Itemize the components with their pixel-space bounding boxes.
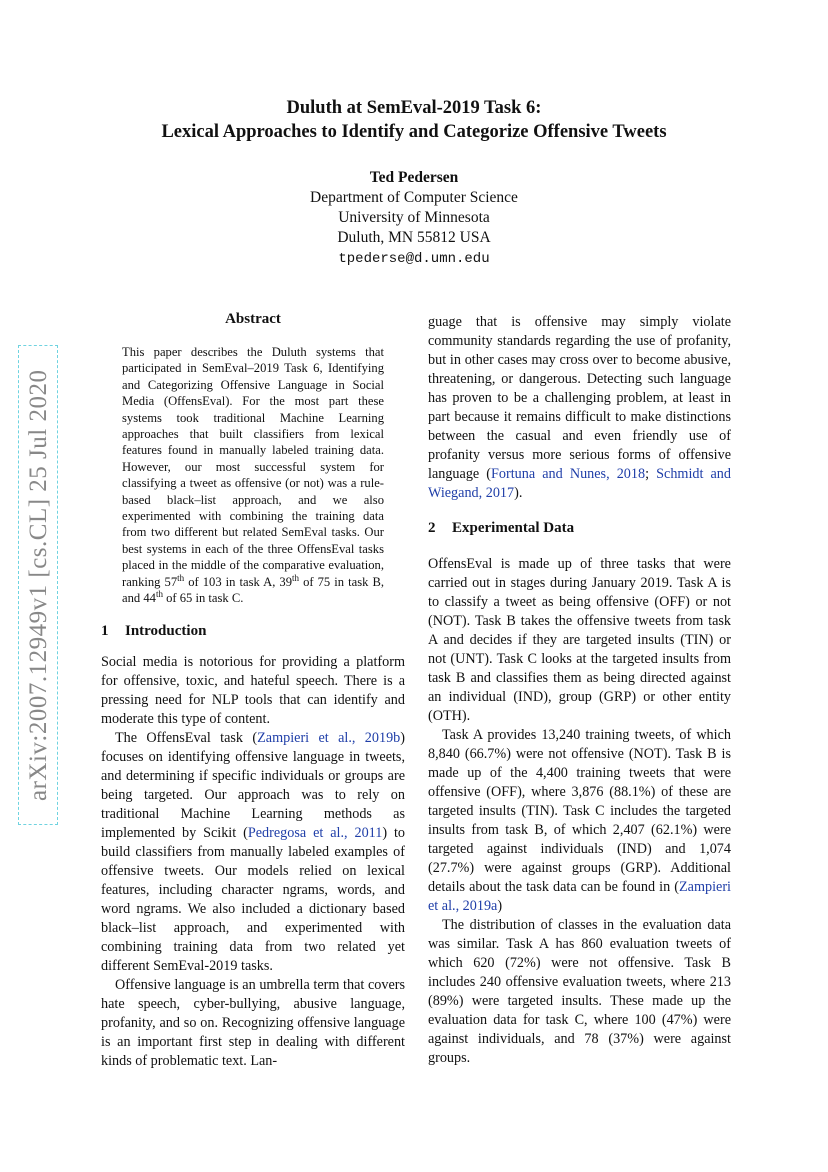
section-number: 1 bbox=[101, 623, 109, 639]
paragraph: Offensive language is an umbrella term that covers hate speech, cyber-bullying, abusive language, profanity, and so on. Recognizing offensive language is an important first step in dealing with different kinds of problematic text. Lan- bbox=[101, 977, 405, 1069]
author-email: tpederse@d.umn.edu bbox=[338, 251, 490, 267]
text-run: ; bbox=[645, 466, 657, 482]
citation-link[interactable]: Pedregosa et al., 2011 bbox=[247, 825, 383, 841]
abstract-body: of 65 in task C. bbox=[162, 591, 244, 606]
abstract-heading: Abstract bbox=[225, 311, 281, 327]
citation-link[interactable]: Schmidt and Wiegand, 2017 bbox=[428, 466, 731, 501]
abstract-body: This paper describes the Duluth systems that participated in SemEval–2019 Task 6, Identifying and Categorizing Offensive Language in Social Media (OffensEval). For the most part these systems took traditional Machine Learning approaches that built classifiers from lexical features found in manually labeled training data. However, our most successful system for classifying a tweet as offensive (or not) was a rule-based black–list approach, and we also experimented with combining the training data from two different but related SemEval tasks. Our best systems in each of the three OffensEval tasks placed in the middle of the comparative evaluation, ranking 57 bbox=[122, 345, 384, 589]
abstract-text bbox=[122, 344, 384, 607]
section-title: Introduction bbox=[125, 623, 207, 639]
citation-link[interactable]: Fortuna and Nunes, 2018 bbox=[491, 466, 646, 482]
citation-link[interactable]: Zampieri et al., 2019a bbox=[428, 879, 731, 914]
ordinal-suffix: th bbox=[155, 588, 163, 599]
title-line-2: Lexical Approaches to Identify and Categorize Offensive Tweets bbox=[161, 122, 667, 142]
text-run: ) bbox=[497, 898, 503, 914]
abstract-body: of 103 in task A, 39 bbox=[184, 574, 293, 589]
section-title: Experimental Data bbox=[452, 520, 575, 536]
text-run: ) to build classifiers from manually labeled examples of offensive tweets. Our models relied on lexical features, including character ngrams, words, and word ngrams. We also included a dictionary based black–list approach, and experimented with combining training data from two related yet different SemEval-2019 tasks. bbox=[101, 825, 406, 974]
author-department: Department of Computer Science bbox=[310, 189, 518, 206]
section-number: 2 bbox=[428, 520, 436, 536]
paragraph: The distribution of classes in the evaluation data was similar. Task A has 860 evaluation tweets of which 620 (72%) were not offensive. Task B includes 240 offensive evaluation tweets, where 213 (89%) were targeted insults. These made up the evaluation data for task C, where 100 (47%) were against individuals, and 78 (37%) were against groups. bbox=[428, 917, 731, 1066]
text-run: Task A provides 13,240 training tweets, of which 8,840 (66.7%) were not offensive (NOT). Task B is made up of the 4,400 training tweets that were offensive (OFF), where 3,876 (88.1%) of these are targeted insults (TIN). Task C includes the targeted insults from task B, of which 2,407 (62.1%) were targeted against individuals (IND) and 1,074 (27.7%) were against groups (GRP). Additional details about the task data can be found in ( bbox=[428, 727, 731, 895]
paragraph: Social media is notorious for providing a platform for offensive, toxic, and hateful speech. There is a pressing need for NLP tools that can identify and moderate this type of content. bbox=[101, 654, 405, 727]
text-run: The OffensEval task ( bbox=[115, 730, 258, 746]
text-run: ) focuses on identifying offensive language in tweets, and determining if specific individuals or groups are being targeted. Our approach was to rely on traditional Machine Learning methods as implemented by Scikit ( bbox=[101, 730, 405, 841]
citation-link[interactable]: Zampieri et al., 2019b bbox=[257, 730, 401, 746]
author-university: University of Minnesota bbox=[338, 209, 490, 226]
paragraph bbox=[428, 726, 731, 916]
paragraph bbox=[101, 729, 405, 976]
author-city: Duluth, MN 55812 USA bbox=[337, 229, 491, 246]
section-1-heading bbox=[101, 623, 206, 640]
paper-title bbox=[0, 96, 828, 144]
paragraph: OffensEval is made up of three tasks that were carried out in stages during January 2019. Task A is to classify a tweet as being offensive (OFF) or not (NOT). Task B takes the offensive tweets from task A and decides if they are targeted insults (TIN) or not (UNT). Task C looks at the targeted insults from task B and classifies them as being directed against an individual (IND), group (GRP) or other entity (OTH). bbox=[428, 556, 731, 724]
title-line-1: Duluth at SemEval-2019 Task 6: bbox=[286, 98, 542, 118]
author-block bbox=[0, 168, 828, 269]
abstract-body: of 75 in task B, and 44 bbox=[122, 574, 384, 606]
introduction-body bbox=[101, 653, 405, 1071]
section-2-heading bbox=[428, 520, 574, 537]
paragraph bbox=[428, 313, 731, 503]
text-run: ). bbox=[514, 485, 523, 501]
ordinal-suffix: th bbox=[177, 572, 185, 583]
introduction-continued bbox=[428, 313, 731, 503]
author-name: Ted Pedersen bbox=[369, 169, 459, 186]
ordinal-suffix: th bbox=[292, 572, 300, 583]
arxiv-identifier-stamp: arXiv:2007.12949v1 [cs.CL] 25 Jul 2020 bbox=[18, 345, 58, 825]
experimental-data-body bbox=[428, 555, 731, 1068]
text-run: guage that is offensive may simply violate community standards regarding the use of profanity, but in other cases may cross over to become abusive, threatening, or dangerous. Detecting such language has proven to be a challenging problem, at least in part because it remains difficult to make distinctions between the casual and even friendly use of profanity versus more serious forms of offensive language ( bbox=[428, 314, 731, 482]
